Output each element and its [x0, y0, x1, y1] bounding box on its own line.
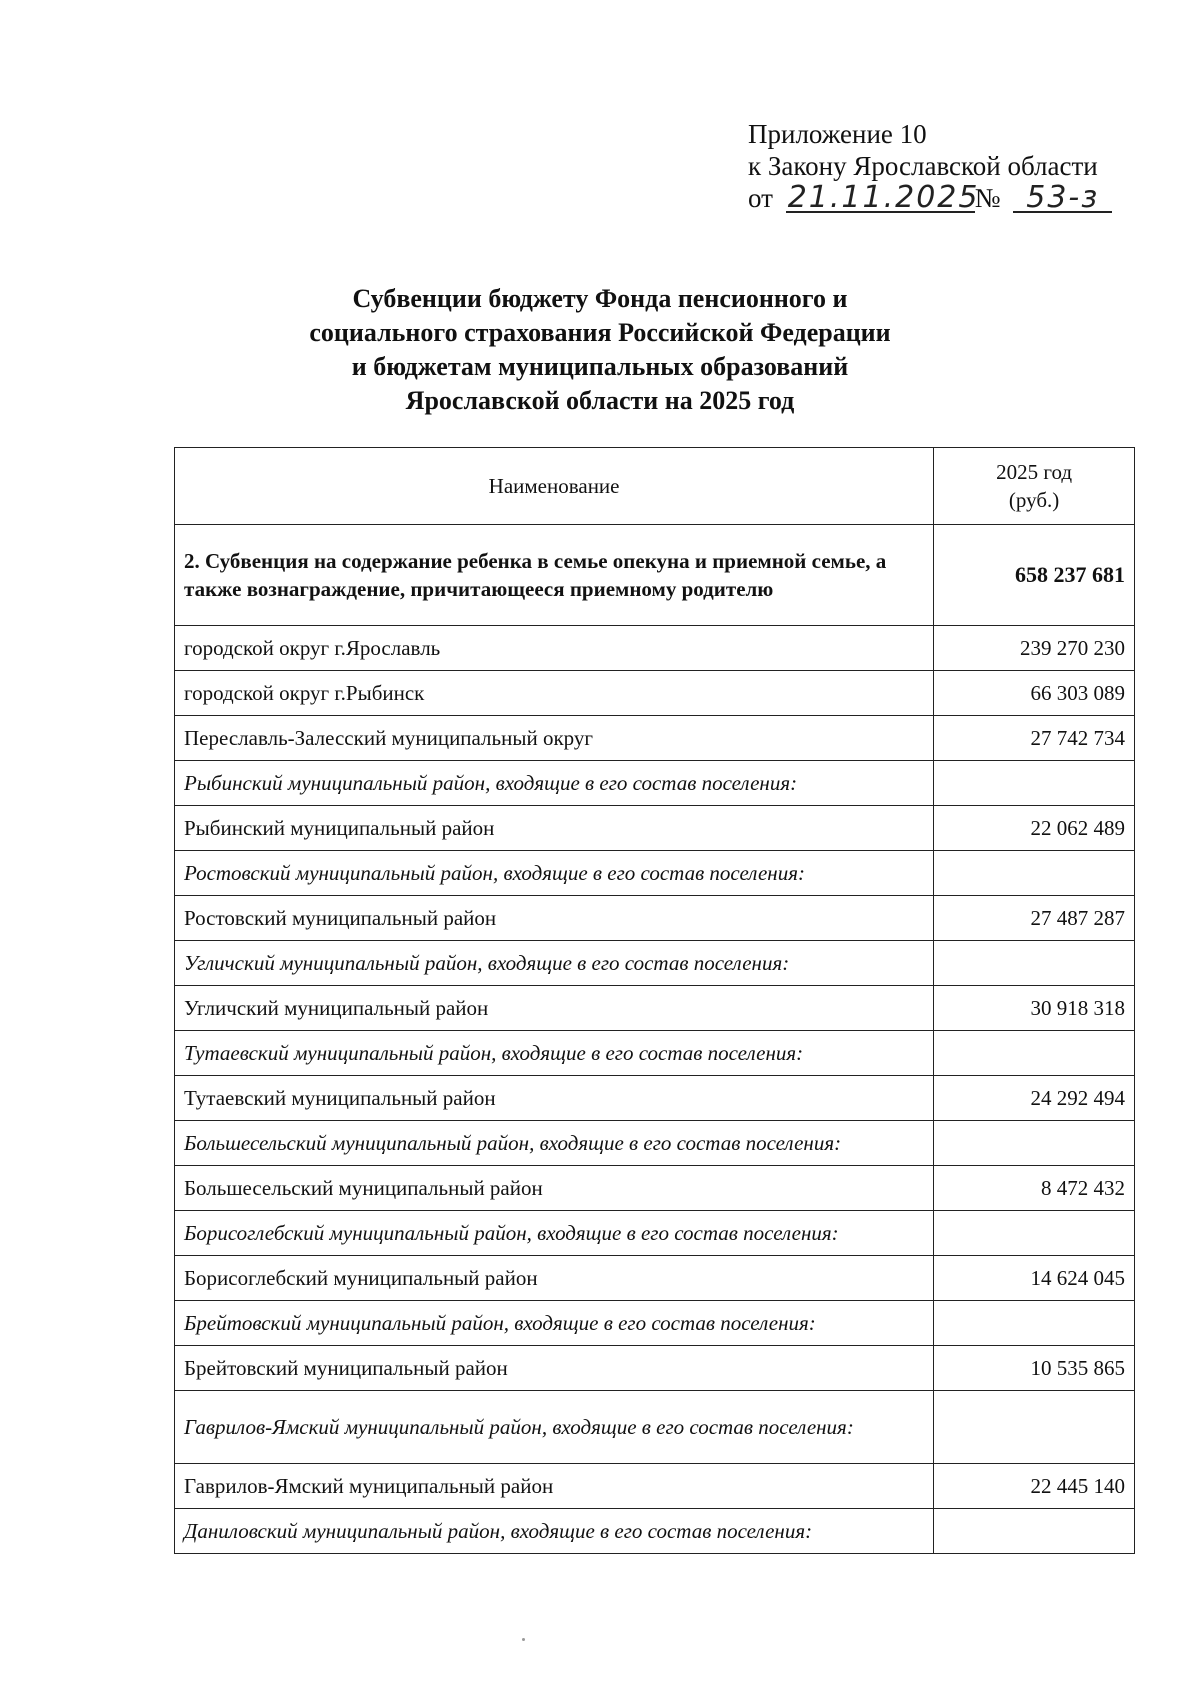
row-name: Рыбинский муниципальный район [175, 806, 934, 851]
row-value [934, 1121, 1135, 1166]
row-value: 22 445 140 [934, 1464, 1135, 1509]
total-row [175, 525, 1135, 626]
row-value: 22 062 489 [934, 806, 1135, 851]
row-name: Гаврилов-Ямский муниципальный район, входящие в его состав поселения: [175, 1391, 934, 1464]
column-header-year-label: 2025 год [996, 460, 1073, 484]
row-name: Даниловский муниципальный район, входящие в его состав поселения: [175, 1509, 934, 1554]
row-value [934, 1031, 1135, 1076]
table-row-subheading [175, 851, 1135, 896]
row-name: Ростовский муниципальный район [175, 896, 934, 941]
row-name: Брейтовский муниципальный район [175, 1346, 934, 1391]
row-value: 27 742 734 [934, 716, 1135, 761]
table-row-subheading [175, 1301, 1135, 1346]
row-name: Тутаевский муниципальный район [175, 1076, 934, 1121]
title-line: Ярославской области на 2025 год [405, 386, 795, 415]
handwritten-number: 53-з [1013, 185, 1112, 213]
row-name: Борисоглебский муниципальный район, входящие в его состав поселения: [175, 1211, 934, 1256]
row-value: 24 292 494 [934, 1076, 1135, 1121]
row-name: Угличский муниципальный район [175, 986, 934, 1031]
title-line: социального страхования Российской Федерации [309, 318, 891, 347]
row-name: Гаврилов-Ямский муниципальный район [175, 1464, 934, 1509]
table-row [175, 1464, 1135, 1509]
table-row-subheading [175, 761, 1135, 806]
row-value: 239 270 230 [934, 626, 1135, 671]
row-name: Борисоглебский муниципальный район [175, 1256, 934, 1301]
row-value: 14 624 045 [934, 1256, 1135, 1301]
row-value: 8 472 432 [934, 1166, 1135, 1211]
row-name: Большесельский муниципальный район [175, 1166, 934, 1211]
table-row [175, 1256, 1135, 1301]
row-name: городской округ г.Рыбинск [175, 671, 934, 716]
table-row-subheading [175, 1509, 1135, 1554]
row-value [934, 1509, 1135, 1554]
table-row [175, 716, 1135, 761]
table-row [175, 671, 1135, 716]
table-row [175, 986, 1135, 1031]
table-row [175, 1166, 1135, 1211]
row-value: 30 918 318 [934, 986, 1135, 1031]
title-line: Субвенции бюджету Фонда пенсионного и [352, 284, 848, 313]
row-value [934, 1301, 1135, 1346]
table-row-subheading [175, 941, 1135, 986]
appendix-title: Приложение 10 [748, 119, 927, 149]
table-row-subheading [175, 1391, 1135, 1464]
row-value [934, 761, 1135, 806]
row-value: 10 535 865 [934, 1346, 1135, 1391]
row-name: Тутаевский муниципальный район, входящие в его состав поселения: [175, 1031, 934, 1076]
total-value: 658 237 681 [934, 525, 1135, 626]
table-row [175, 806, 1135, 851]
row-value [934, 941, 1135, 986]
document-title [0, 282, 1200, 418]
scan-speck [522, 1638, 525, 1641]
appendix-header [748, 118, 1112, 214]
row-name: Рыбинский муниципальный район, входящие в его состав поселения: [175, 761, 934, 806]
table-row [175, 1076, 1135, 1121]
row-name: Переславль-Залесский муниципальный округ [175, 716, 934, 761]
row-value [934, 1391, 1135, 1464]
table-row [175, 1346, 1135, 1391]
number-sign: № [974, 183, 1001, 213]
column-header-unit: (руб.) [1008, 488, 1060, 512]
column-header-name: Наименование [175, 448, 934, 525]
table-row [175, 896, 1135, 941]
table-row-subheading [175, 1031, 1135, 1076]
row-name: Брейтовский муниципальный район, входящие в его состав поселения: [175, 1301, 934, 1346]
row-value: 66 303 089 [934, 671, 1135, 716]
table-row-subheading [175, 1211, 1135, 1256]
law-reference: к Закону Ярославской области [748, 151, 1098, 181]
row-name: Ростовский муниципальный район, входящие в его состав поселения: [175, 851, 934, 896]
title-line: и бюджетам муниципальных образований [351, 352, 849, 381]
table-row [175, 626, 1135, 671]
handwritten-date: 21.11.2025 [787, 180, 980, 215]
column-header-year [934, 448, 1135, 525]
row-name: Угличский муниципальный район, входящие в его состав поселения: [175, 941, 934, 986]
row-name: Большесельский муниципальный район, входящие в его состав поселения: [175, 1121, 934, 1166]
subvention-table [174, 447, 1135, 1554]
total-name: 2. Субвенция на содержание ребенка в семье опекуна и приемной семье, а также вознаграждение, причитающееся приемному родителю [175, 525, 934, 626]
row-value [934, 851, 1135, 896]
date-prefix: от [748, 183, 773, 213]
table-header-row [175, 448, 1135, 525]
table-row-subheading [175, 1121, 1135, 1166]
row-value: 27 487 287 [934, 896, 1135, 941]
date-number-line [748, 182, 1112, 214]
row-value [934, 1211, 1135, 1256]
row-name: городской округ г.Ярославль [175, 626, 934, 671]
